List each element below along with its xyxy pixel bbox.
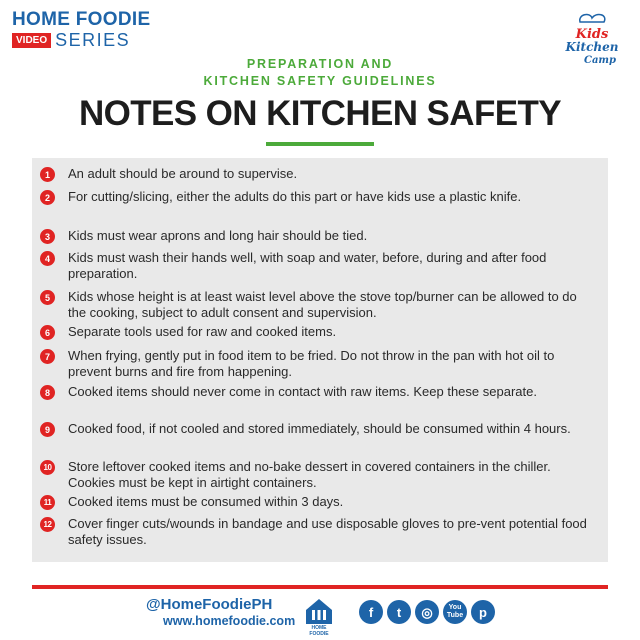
item-text: Kids must wear aprons and long hair should be tied. (68, 228, 368, 243)
social-icons (359, 600, 495, 624)
item-number-badge: 7 (40, 349, 55, 364)
list-item (40, 421, 596, 437)
house-logo-text-2: FOODIE (309, 631, 329, 636)
list-item (40, 250, 596, 282)
item-text: Kids must wash their hands well, with soap and water, before, during and after food preparation. (68, 250, 547, 281)
footer-divider (32, 585, 608, 589)
subtitle-line-2: KITCHEN SAFETY GUIDELINES (203, 74, 437, 88)
kids-logo-line2: Kitchen (565, 40, 619, 54)
item-text: When frying, gently put in food item to be fried. Do not throw in the pan with hot oil to prevent burns and fire from happening. (68, 348, 555, 379)
item-number-badge: 9 (40, 422, 55, 437)
youtube-icon[interactable] (443, 600, 467, 624)
pinterest-icon[interactable]: p (471, 600, 495, 624)
guidelines-panel (32, 158, 608, 562)
brand-name: HOME FOODIE (12, 9, 151, 30)
youtube-icon-label-2: Tube (446, 612, 464, 619)
list-item (40, 494, 596, 510)
home-foodie-house-logo (304, 596, 334, 636)
social-handle[interactable]: @HomeFoodiePH (146, 596, 273, 613)
item-text: Cooked items must be consumed within 3 days. (68, 494, 344, 509)
kids-logo-line3: Camp (583, 55, 617, 66)
list-item (40, 228, 596, 244)
item-number-badge: 8 (40, 385, 55, 400)
page-subtitle (0, 56, 640, 90)
item-number-badge: 5 (40, 290, 55, 305)
instagram-icon[interactable]: ◎ (415, 600, 439, 624)
item-text: Store leftover cooked items and no-bake dessert in covered containers in the chiller. Cookies must be kept in airtight containers. (68, 459, 551, 490)
website-link[interactable]: www.homefoodie.com (163, 614, 296, 628)
list-item (40, 348, 596, 380)
item-number-badge: 12 (40, 517, 55, 532)
list-item (40, 324, 596, 340)
list-item (40, 166, 596, 182)
list-item (40, 384, 596, 400)
item-number-badge: 10 (40, 460, 55, 475)
house-logo-text-1: HOME (311, 625, 327, 631)
brand-series-label: SERIES (55, 30, 131, 50)
item-number-badge: 4 (40, 251, 55, 266)
brand-video-badge: VIDEO (12, 33, 51, 48)
item-number-badge: 3 (40, 229, 55, 244)
item-number-badge: 6 (40, 325, 55, 340)
title-underline (266, 142, 374, 146)
item-text: Cooked items should never come in contact with raw items. Keep these separate. (68, 384, 537, 399)
item-number-badge: 1 (40, 167, 55, 182)
subtitle-line-1: PREPARATION AND (246, 57, 394, 71)
item-text: Kids whose height is at least waist level above the stove top/burner can be allowed to do the cooking, subject to adult consent and supervision. (68, 289, 577, 320)
item-text: Separate tools used for raw and cooked items. (68, 324, 337, 339)
facebook-icon[interactable]: f (359, 600, 383, 624)
list-item (40, 459, 596, 491)
item-text: For cutting/slicing, either the adults do this part or have kids use a plastic knife. (68, 189, 522, 204)
page-title: NOTES ON KITCHEN SAFETY (78, 94, 562, 133)
item-text: Cooked food, if not cooled and stored immediately, should be consumed within 4 hours. (68, 421, 571, 436)
list-item (40, 516, 596, 548)
home-foodie-video-series-logo (12, 10, 150, 49)
youtube-icon-label: You (448, 604, 462, 611)
item-text: An adult should be around to supervise. (68, 166, 298, 181)
list-item (40, 289, 596, 321)
list-item (40, 189, 596, 205)
twitter-icon[interactable]: t (387, 600, 411, 624)
item-number-badge: 11 (40, 495, 55, 510)
item-text: Cover finger cuts/wounds in bandage and use disposable gloves to pre-vent potential food safety issues. (68, 516, 587, 547)
item-number-badge: 2 (40, 190, 55, 205)
kids-logo-line1: Kids (575, 27, 609, 42)
